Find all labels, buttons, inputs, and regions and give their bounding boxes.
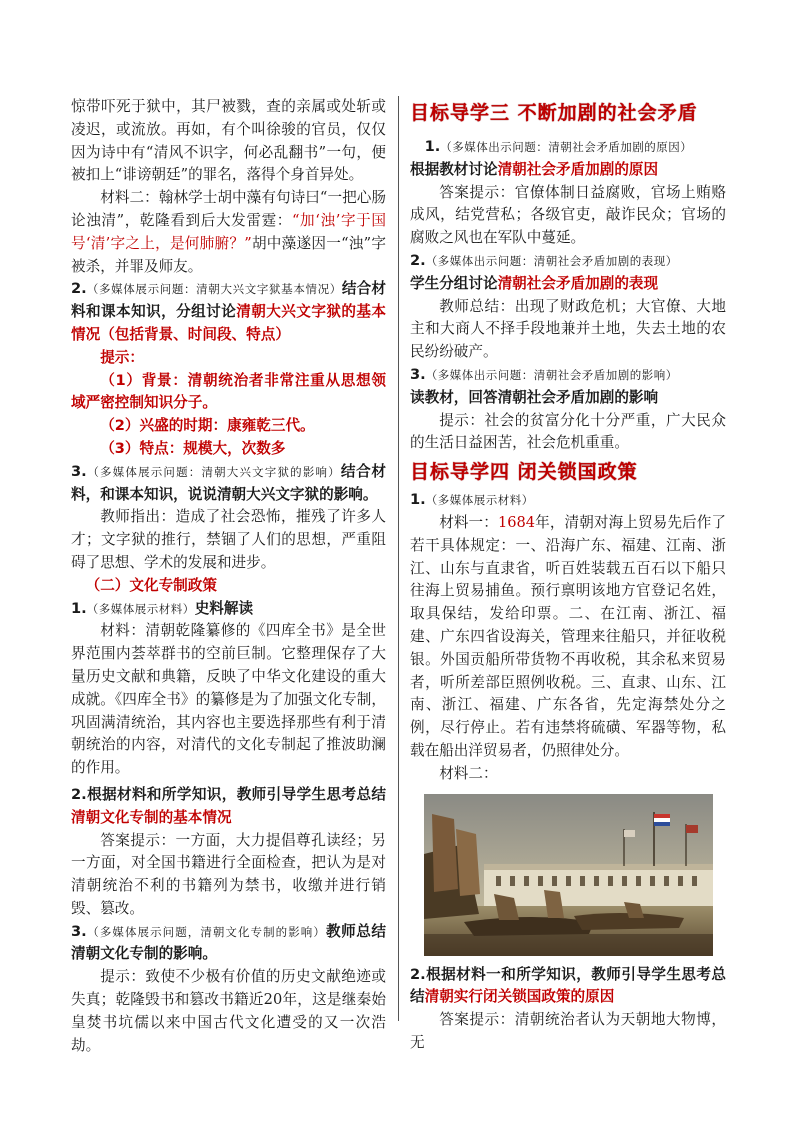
tip-background: （1）背景：清朝统治者非常注重从思想领域严密控制知识分子。 [71, 371, 386, 412]
canton-factories-painting [424, 794, 713, 956]
answer-culture: 答案提示：一方面，大力提倡尊孔读经；另一方面，对全国书籍进行全面检查，把认为是对清朝统治不利的书籍列为禁书，收缴并进行销毁、篡改。 [71, 831, 386, 917]
tip-period: （2）兴盛的时期：康雍乾三代。 [100, 417, 315, 435]
right-question-1: 1.（多媒体出示问题：清朝社会矛盾加剧的原因） [424, 138, 693, 155]
right-question-4: 1.（多媒体展示材料） [410, 491, 534, 509]
right-question-2: 2.（多媒体出示问题：清朝社会矛盾加剧的表现） [410, 251, 678, 269]
siku-material: 材料：清朝乾隆纂修的《四库全书》是全世界范围内荟萃群书的空前巨制。它整理保存了大量历史文献和典籍，反映了中华文化建设的重大成就。《四库全书》的纂修是为了加强文化专制，巩固满清统治，其内容也主要选择那些有利于清朝统治的内容，对清代的文化专制起了推波助澜的作用。 [71, 622, 386, 777]
question-2-culture: 2.根据材料和所学知识，教师引导学生思考总结清朝文化专制的基本情况 [71, 785, 386, 826]
right-column [410, 96, 726, 1055]
tip-final: 提示：致使不少极有价值的历史文献绝迹或失真；乾隆毁书和篡改书籍近20年，这是继秦始皇焚书坑儒以来中国古代文化遭受的又一次浩劫。 [71, 968, 386, 1054]
right-question-3-text: 读教材，回答清朝社会矛盾加剧的影响 [410, 388, 659, 406]
material-one-1684: 材料一：1684年，清朝对海上贸易先后作了若干具体规定：一、沿海广东、福建、江南、浙江、山东与直隶省，听百姓装载五百石以下船只往海上贸易捕鱼。预行禀明该地方官登记名姓，取具保结，发给印票。二、在江南、浙江、福建、广东四省设海关，管理来往船只，并征收税银。外国贡船所带货物不再收税，其余私来贸易者，听所差部臣照例收税。三、直隶、山东、江南、浙江、福建、广东各省，先定海禁处分之例，尽行停止。若有违禁将硫磺、军器等物，私载在船出洋贸易者，仍照律处分。 [410, 513, 726, 759]
material-two-label: 材料二： [439, 764, 498, 782]
right-question-5: 2.根据材料一和所学知识，教师引导学生思考总结清朝实行闭关锁国政策的原因 [410, 965, 726, 1006]
right-answer-1: 答案提示：官僚体制日益腐败，官场上贿赂成风，结党营私；各级官吏，敲诈民众；官场的腐败之风也在军队中蔓延。 [410, 183, 726, 247]
section-culture-policy: （二）文化专制政策 [85, 576, 217, 594]
right-question-2-text: 学生分组讨论清朝社会矛盾加剧的表现 [410, 274, 659, 292]
teacher-note: 教师指出：造成了社会恐怖，摧残了许多人才；文字狱的推行，禁锢了人们的思想，严重阻碍了思想、学术的发展和进步。 [71, 508, 386, 571]
material-two: 材料二：翰林学士胡中藻有句诗曰“一把心肠论浊清”，乾隆看到后大发雷霆：“加‘浊’字于国号‘清’字之上，是何肺腑？”胡中藻遂因一“浊”字被杀，并罪及师友。 [71, 189, 386, 275]
right-answer-3: 提示：社会的贫富分化十分严重，广大民众的生活日益困苦，社会危机重重。 [410, 411, 726, 452]
section-head-3: 目标导学三 不断加剧的社会矛盾 [410, 102, 698, 124]
question-3-culture: 3.（多媒体展示问题，清朝文化专制的影响）教师总结清朝文化专制的影响。 [71, 922, 386, 963]
left-column [71, 96, 386, 1057]
right-answer-2: 教师总结：出现了财政危机；大官僚、大地主和大商人不择手段地兼并土地，失去土地的农民纷纷破产。 [410, 297, 726, 361]
section-head-4: 目标导学四 闭关锁国政策 [410, 461, 638, 484]
question-2: 2.（多媒体展示问题：清朝大兴文字狱基本情况）结合材料和课本知识，分组讨论清朝大兴文字狱的基本情况（包括背景、时间段、特点） [71, 280, 386, 343]
right-question-3: 3.（多媒体出示问题：清朝社会矛盾加剧的影响） [410, 365, 678, 383]
question-1-material: 1.（多媒体展示材料）史料解读 [71, 599, 254, 617]
right-question-1-text: 根据教材讨论清朝社会矛盾加剧的原因 [410, 160, 659, 178]
right-answer-5: 答案提示：清朝统治者认为天朝地大物博，无 [410, 1011, 726, 1051]
question-3: 3.（多媒体展示问题：清朝大兴文字狱的影响）结合材料，和课本知识，说说清朝大兴文字狱的影响。 [71, 462, 386, 503]
paragraph-intro: 惊带吓死于狱中，其尸被戮，查的亲属或处斩或凌迟，或流放。再如，有个叫徐骏的官员，仅仅因为诗中有“清风不识字，何必乱翻书”一句，便被扣上“诽谤朝廷”的罪名，落得个身首异处。 [71, 98, 386, 184]
column-divider [398, 96, 399, 1021]
tip-label: 提示： [100, 348, 144, 366]
tip-features: （3）特点：规模大，次数多 [100, 439, 286, 457]
